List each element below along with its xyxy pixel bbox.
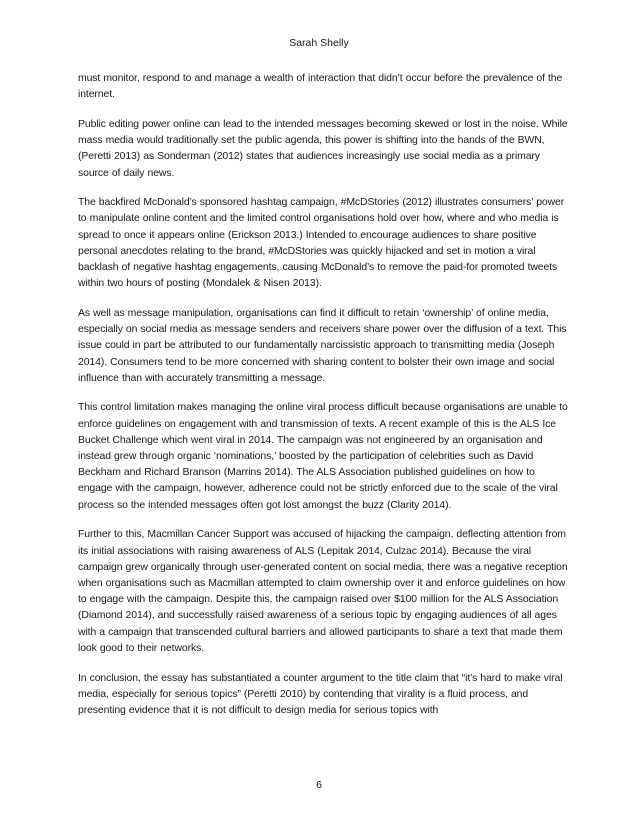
paragraph-1: must monitor, respond to and manage a wealth of interaction that didn’t occur before the prevalence of the internet.: [78, 73, 563, 101]
paragraph-3: The backfired McDonald’s sponsored hashtag campaign, #McDStories (2012) illustrates consumers’ power to manipulate online content and the limited control organisations hold over how, where and who media is spread to once it appears online (Erickson 2013.) Intended to encourage audiences to share positive personal anecdotes relating to the brand, #McDStories was quickly hijacked and set in motion a viral backlash of negative hashtag engagements, causing McDonald’s to remove the paid-for promoted tweets within two hours of posting (Mondalek & Nisen 2013).: [78, 197, 565, 290]
paragraph-6: Further to this, Macmillan Cancer Support was accused of hijacking the campaign, deflecting attention from its initial associations with raising awareness of ALS (Lepitak 2014, Culzac 2014). Because the viral campaign grew organically through user-generated content on social media, there was a negative reception when organisations such as Macmillan attempted to claim ownership over it and enforce guidelines on how to engage with the campaign. Despite this, the campaign raised over $100 million for the ALS Association (Diamond 2014), and successfully raised awareness of a serious topic by engaging audiences of all ages with a campaign that transcended cultural barriers and allowed participants to share a text that made them look good to their networks.: [78, 529, 568, 654]
paragraph-5: This control limitation makes managing the online viral process difficult because organisations are unable to enforce guidelines on engagement with and transmission of texts. A recent example of this is the ALS Ice Bucket Challenge which went viral in 2014. The campaign was not engineered by an organisation and instead grew through organic ‘nominations,’ boosted by the participation of celebrities such as David Beckham and Richard Branson (Marrins 2014). The ALS Association published guidelines on how to engage with the campaign, however, adherence could not be strictly enforced due to the scale of the viral process so the intended messages often got lost amongst the buzz (Clarity 2014).: [78, 402, 568, 511]
paragraph-7: In conclusion, the essay has substantiated a counter argument to the title claim that “it’s hard to make viral media, especially for serious topics” (Peretti 2010) by contending that virality is a fluid process, and presenting evidence that it is not difficult to design media for serious topics with: [78, 672, 563, 716]
page-number: 6: [316, 779, 322, 791]
body-text: [78, 71, 570, 733]
paragraph-2: Public editing power online can lead to the intended messages becoming skewed or lost in the noise. While mass media would traditionally set the public agenda, this power is shifting into the hands of the BWN, (Peretti 2013) as Sonderman (2012) states that audiences increasingly use social media as a primary source of daily news.: [78, 118, 568, 179]
running-header-author: Sarah Shelly: [289, 37, 349, 49]
paragraph-4: As well as message manipulation, organisations can find it difficult to retain ‘ownership’ of online media, especially on social media as message senders and receivers share power over the diffusion of a text. This issue could in part be attributed to our fundamentally narcissistic approach to transmitting media (Joseph 2014). Consumers tend to be more concerned with sharing content to bolster their own image and social influence than with accurately transmitting a message.: [78, 307, 567, 384]
